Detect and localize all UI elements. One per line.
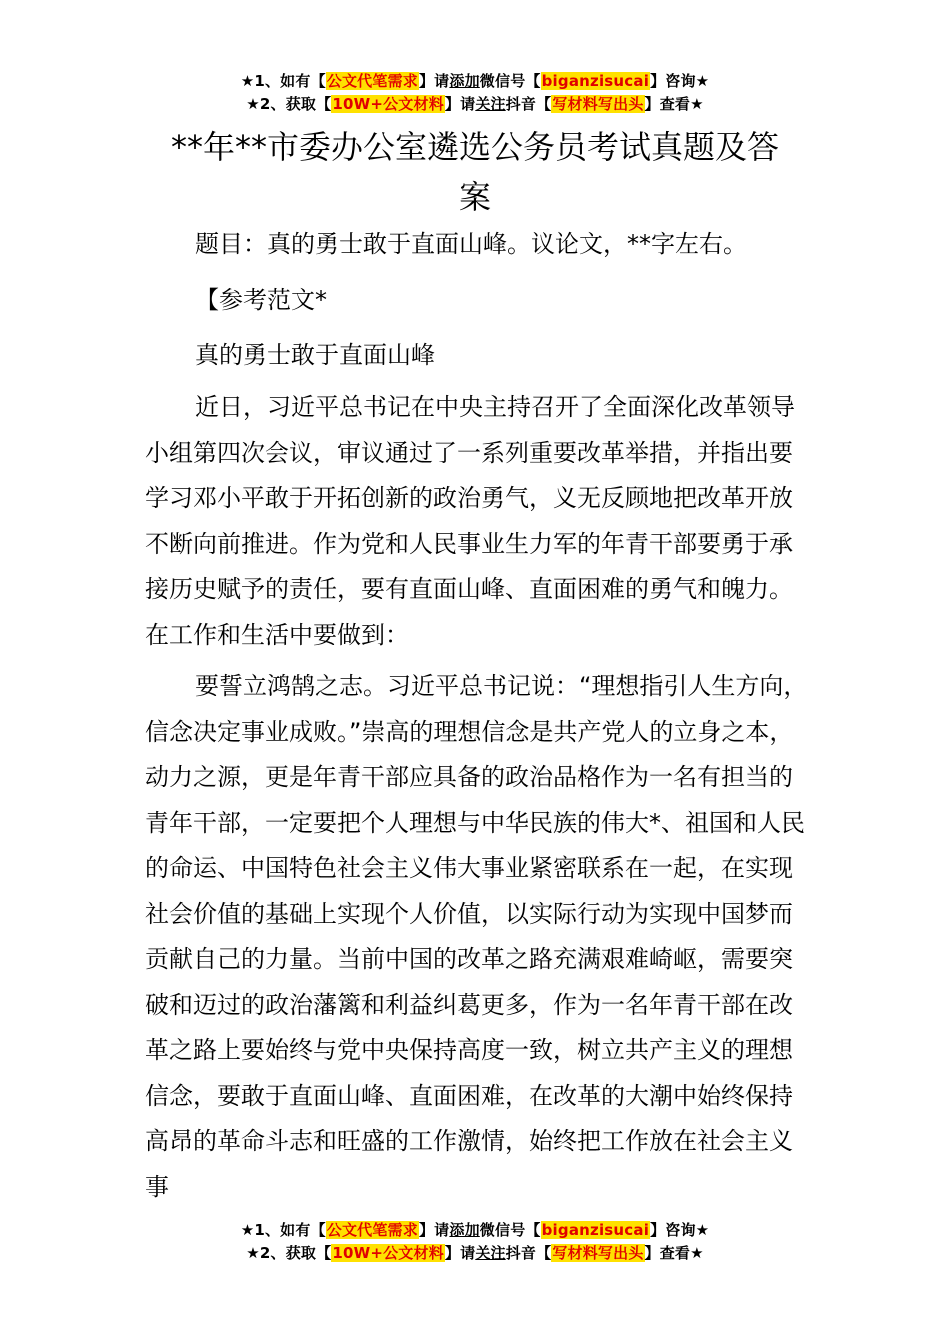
banner-text: 】请 [444, 1244, 476, 1262]
banner-text: 微信号【 [479, 1221, 541, 1239]
banner-highlight: biganzisucai [541, 1221, 650, 1239]
banner-underline: 添加 [449, 1221, 480, 1239]
paragraph-1: 近日，习近平总书记在中央主持召开了全面深化改革领导小组第四次会议，审议通过了一系列重要改革举措，并指出要学习邓小平敢于开拓创新的政治勇气，义无反顾地把改革开放不断向前推进。作为党和人民事业生力军的年青干部要勇于承接历史赋予的责任，要有直面山峰、直面困难的勇气和魄力。在工作和生活中要做到： [145, 393, 795, 649]
banner-highlight: 10W+公文材料 [332, 1244, 444, 1262]
banner-text: 抖音【 [505, 1244, 552, 1262]
footer-banner [0, 1219, 950, 1265]
document-title [140, 122, 810, 222]
banner-highlight: biganzisucai [541, 72, 650, 90]
header-banner [0, 70, 950, 116]
paragraph-2: 要誓立鸿鹄之志。习近平总书记说：“理想指引人生方向，信念决定事业成败。”崇高的理想信念是共产党人的立身之本，动力之源，更是年青干部应具备的政治品格作为一名有担当的青年干部，一定要把个人理想与中华民族的伟大*、祖国和人民的命运、中国特色社会主义伟大事业紧密联系在一起，在实现社会价值的基础上实现个人价值，以实际行动为实现中国梦而贡献自己的力量。当前中国的改革之路充满艰难崎岖，需要突破和迈过的政治藩篱和利益纠葛更多，作为一名年青干部在改革之路上要始终与党中央保持高度一致，树立共产主义的理想信念，要敢于直面山峰、直面困难，在改革的大潮中始终保持高昂的革命斗志和旺盛的工作激情，始终把工作放在社会主义事 [145, 672, 808, 1201]
banner-highlight: 写材料写出头 [552, 95, 644, 113]
banner-underline: 添加 [449, 72, 480, 90]
title-line-2: 案 [458, 178, 491, 216]
banner-highlight: 公文代笔需求 [326, 72, 418, 90]
banner-text: ★2、获取【 [246, 1244, 332, 1262]
banner-line-1 [0, 70, 950, 93]
reference-label: 【参考范文* [195, 286, 327, 314]
question-text: 题目：真的勇士敢于直面山峰。议论文，**字左右。 [195, 230, 747, 258]
banner-underline: 关注 [475, 1244, 506, 1262]
banner-text: ★1、如有【 [240, 72, 326, 90]
banner-text: 】查看★ [644, 95, 704, 113]
banner-text: ★1、如有【 [240, 1221, 326, 1239]
banner-text: 】咨询★ [650, 72, 710, 90]
banner-highlight: 写材料写出头 [552, 1244, 644, 1262]
banner-text: 微信号【 [479, 72, 541, 90]
banner-line-2 [0, 93, 950, 116]
essay-title: 真的勇士敢于直面山峰 [195, 341, 435, 369]
banner-line-1 [0, 1219, 950, 1242]
title-line-1: **年**市委办公室遴选公务员考试真题及答 [170, 128, 779, 166]
banner-text: 】咨询★ [650, 1221, 710, 1239]
banner-text: 】请 [418, 1221, 450, 1239]
banner-text: 】请 [418, 72, 450, 90]
banner-underline: 关注 [475, 95, 506, 113]
banner-text: 】请 [444, 95, 476, 113]
banner-line-2 [0, 1242, 950, 1265]
banner-highlight: 公文代笔需求 [326, 1221, 418, 1239]
banner-text: 抖音【 [505, 95, 552, 113]
banner-text: 】查看★ [644, 1244, 704, 1262]
banner-text: ★2、获取【 [246, 95, 332, 113]
banner-highlight: 10W+公文材料 [332, 95, 444, 113]
